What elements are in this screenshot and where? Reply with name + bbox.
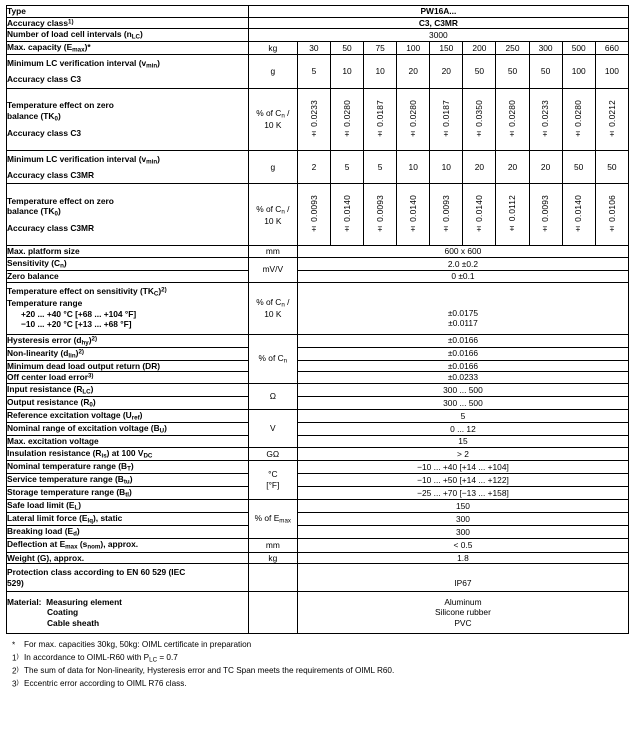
load-cell-specification-table	[6, 5, 629, 634]
row-value-lateral-limit-force: 300	[297, 513, 628, 526]
tk0-c3mr-value: ± 0.0140	[463, 184, 496, 246]
table-row-nominal-temperature	[7, 460, 629, 473]
row-unit-ohm: Ω	[248, 383, 297, 409]
tk0-c3mr-value: ± 0.0140	[562, 184, 595, 246]
material-line2: Coating	[47, 607, 79, 618]
row-label-off-center-load	[7, 372, 249, 384]
row-value-weight: 1.8	[297, 552, 628, 564]
table-row-vmin-c3	[7, 55, 629, 89]
row-label-sensitivity: Sensitivity $(C_n)$	[7, 257, 249, 270]
vmin-c3-value: 20	[430, 55, 463, 89]
protection-line2: 529)	[7, 577, 24, 588]
capacity-value: 250	[496, 42, 529, 55]
tk0-c3mr-value: ± 0.0106	[595, 184, 628, 246]
vmin-c3mr-value: 5	[364, 150, 397, 184]
footnote-item	[12, 665, 629, 678]
table-row-tk0-c3mr	[7, 184, 629, 246]
table-row-off-center-load	[7, 372, 629, 384]
label-text: Accuracy class	[7, 17, 68, 28]
vmin-c3mr-value: 20	[496, 150, 529, 184]
row-value-nominal-excitation: 0 ... 12	[297, 423, 628, 436]
row-label-lateral-limit-force: Lateral limit force $(E_{lq})$, static	[7, 513, 249, 526]
tkc-line2: Temperature range	[7, 298, 83, 309]
footnote-item	[12, 639, 629, 652]
footnotes-section	[6, 639, 629, 691]
tk0-c3-value: ± 0.0280	[397, 88, 430, 150]
vmin-c3-value: 10	[364, 55, 397, 89]
row-label-hysteresis: Hysteresis error $(d_{hy})^{2)}$	[7, 334, 249, 347]
tk0-c3mr-value: ± 0.0093	[529, 184, 562, 246]
material-value-3: PVC	[454, 617, 472, 628]
table-row-nonlinearity	[7, 347, 629, 360]
vmin-c3mr-value: 2	[297, 150, 330, 184]
row-value-nonlinearity: ±0.0166	[297, 347, 628, 360]
row-label-deflection: Deflection at $E_{max}$ $(s_{nom})$, approx.	[7, 539, 249, 552]
row-unit-platform-size: mm	[248, 246, 297, 258]
table-row-weight	[7, 552, 629, 564]
row-unit-material	[248, 592, 297, 634]
table-row-storage-temperature	[7, 487, 629, 500]
row-label-reference-excitation: Reference excitation voltage $(U_{ref})$	[7, 409, 249, 422]
vmin-c3-value: 100	[562, 55, 595, 89]
footnote-marker: 1)	[12, 653, 19, 663]
row-unit-volt: V	[248, 409, 297, 447]
row-unit-tkc: % of $C_n$ / 10 K	[248, 282, 297, 334]
row-label-accuracy-class	[7, 17, 249, 29]
row-unit-vmin-c3: g	[248, 55, 297, 89]
table-row-type	[7, 6, 629, 18]
row-value-accuracy-class: C3, C3MR	[248, 17, 628, 29]
row-unit-deflection: mm	[248, 539, 297, 552]
tk0-c3-value: ± 0.0187	[430, 88, 463, 150]
capacity-value: 50	[330, 42, 363, 55]
material-value-2: Silicone rubber	[435, 607, 491, 618]
unit-celsius: °C	[268, 469, 278, 480]
tk0-c3-value: ± 0.0350	[463, 88, 496, 150]
tk0-c3mr-value: ± 0.0140	[330, 184, 363, 246]
row-value-platform-size: 600 x 600	[297, 246, 628, 258]
tk0-c3mr-value: ± 0.0093	[364, 184, 397, 246]
table-row-insulation-resistance	[7, 447, 629, 460]
tk0-c3-value: ± 0.0212	[595, 88, 628, 150]
row-label-protection-class	[7, 564, 249, 592]
table-row-tk0-c3	[7, 88, 629, 150]
unit-line2: 10 K	[264, 308, 282, 319]
tk0-c3-value: ± 0.0280	[496, 88, 529, 150]
row-label-vmin-c3: Minimum LC verification interval $(v_{min})$ Accuracy class C3	[7, 55, 249, 89]
row-label-input-resistance: Input resistance $(R_{LC})$	[7, 383, 249, 396]
row-label-storage-temperature: Storage temperature range $(B_{tl})$	[7, 487, 249, 500]
row-label-max-capacity: Max. capacity $(E_{max})*$	[7, 42, 249, 55]
row-value-deflection: < 0.5	[297, 539, 628, 552]
tk0-c3mr-value: ± 0.0093	[430, 184, 463, 246]
footnote-text: For max. capacities 30kg, 50kg: OIML certificate in preparation	[24, 640, 252, 650]
row-label-tk0-c3mr: Temperature effect on zero balance $(TK_0)$ Accuracy class C3MR	[7, 184, 249, 246]
table-row-zero-balance	[7, 271, 629, 283]
row-label-nonlinearity: Non-linearity $(d_{lin})^{2)}$	[7, 347, 249, 360]
table-row-protection-class	[7, 564, 629, 592]
table-row-load-cell-intervals	[7, 29, 629, 42]
row-value-hysteresis: ±0.0166	[297, 334, 628, 347]
row-value-off-center-load: ±0.0233	[297, 372, 628, 384]
capacity-value: 150	[430, 42, 463, 55]
row-value-dead-load-return: ±0.0166	[297, 360, 628, 372]
footnote-marker: 2)	[12, 666, 19, 676]
footnote-marker: *	[12, 640, 16, 650]
table-row-safe-load-limit	[7, 500, 629, 513]
vmin-c3-value: 100	[595, 55, 628, 89]
row-value-tkc	[297, 282, 628, 334]
row-unit-tk0-c3: % of $C_n$ / 10 K	[248, 88, 297, 150]
row-label-safe-load-limit: Safe load limit $(E_L)$	[7, 500, 249, 513]
row-value-safe-load-limit: 150	[297, 500, 628, 513]
tkc-line4: −10 ... +20 °C [+13 ... +68 °F]	[21, 319, 132, 330]
footnote-marker: 3)	[12, 679, 19, 689]
table-row-output-resistance	[7, 396, 629, 409]
footnote-ref-2: 2)	[161, 286, 167, 294]
vmin-c3-value: 20	[397, 55, 430, 89]
row-label-vmin-c3mr: Minimum LC verification interval $(v_{min})$ Accuracy class C3MR	[7, 150, 249, 184]
row-value-protection-class: IP67	[297, 564, 628, 592]
vmin-c3-value: 5	[297, 55, 330, 89]
table-row-tkc	[7, 282, 629, 334]
row-label-service-temperature: Service temperature range $(B_{tu})$	[7, 473, 249, 486]
footnote-item	[12, 678, 629, 691]
table-row-platform-size	[7, 246, 629, 258]
table-row-vmin-c3mr	[7, 150, 629, 184]
material-line1: Measuring element	[46, 596, 122, 607]
tkc-line3: +20 ... +40 °C [+68 ... +104 °F]	[21, 308, 137, 319]
capacity-value: 30	[297, 42, 330, 55]
row-value-breaking-load: 300	[297, 526, 628, 539]
row-unit-pct-cn: % of $C_n$	[248, 334, 297, 383]
table-row-lateral-limit-force	[7, 513, 629, 526]
tkc-value-2: ±0.0117	[448, 318, 478, 329]
footnote-text: Eccentric error according to OIML R76 class.	[24, 679, 187, 689]
footnote-ref-2: 2)	[78, 348, 84, 356]
unit-fahrenheit: [°F]	[266, 479, 280, 490]
row-label-insulation-resistance: Insulation resistance $(R_{is})$ at 100 $V_{DC}$	[7, 447, 249, 460]
tkc-value-1: ±0.0175	[447, 307, 479, 318]
row-label-tkc: Temperature effect on sensitivity $(TK_C)^{2)}$ Temperature range +20 ... +40 °C [+68 ... +104 °F] −10 ... +20 °C [+13 ... +68 °F]	[7, 282, 249, 334]
footnote-ref-1: 1)	[68, 17, 74, 25]
row-unit-tk0-c3mr: % of $C_n$ / 10 K	[248, 184, 297, 246]
tk0-c3mr-value: ± 0.0140	[397, 184, 430, 246]
row-label-max-excitation: Max. excitation voltage	[7, 436, 249, 448]
label-text: Off center load error	[7, 372, 88, 383]
footnote-ref-3: 3)	[87, 372, 94, 380]
material-label: Material:	[7, 596, 42, 607]
row-label-breaking-load: Breaking load $(E_d)$	[7, 526, 249, 539]
tk0-c3-value: ± 0.0233	[529, 88, 562, 150]
table-row-dead-load-return	[7, 360, 629, 372]
footnote-text: The sum of data for Non-linearity, Hysteresis error and TC Span meets the requirements of OIML R60.	[24, 666, 395, 676]
footnote-ref-2: 2)	[91, 334, 98, 342]
table-row-material	[7, 592, 629, 634]
table-row-sensitivity	[7, 257, 629, 270]
row-value-sensitivity: 2.0 ±0.2	[297, 257, 628, 270]
row-label-nominal-temperature: Nominal temperature range $(B_T)$	[7, 460, 249, 473]
row-label-tk0-c3: Temperature effect on zero balance $(TK_0)$ Accuracy class C3	[7, 88, 249, 150]
row-label-material	[7, 592, 249, 634]
tk0-c3-value: ± 0.0187	[364, 88, 397, 150]
capacity-value: 660	[595, 42, 628, 55]
row-value-service-temperature: −10 ... +50 [+14 ... +122]	[297, 473, 628, 486]
vmin-c3mr-value: 5	[330, 150, 363, 184]
vmin-c3mr-value: 10	[397, 150, 430, 184]
table-row-service-temperature	[7, 473, 629, 486]
row-value-output-resistance: 300 ... 500	[297, 396, 628, 409]
row-value-type: PW16A...	[248, 6, 628, 18]
material-value-1: Aluminum	[444, 596, 482, 607]
protection-line1: Protection class according to EN 60 529 (IEC	[7, 567, 186, 578]
row-value-input-resistance: 300 ... 500	[297, 383, 628, 396]
tk0-c3-value: ± 0.0280	[330, 88, 363, 150]
table-row-hysteresis	[7, 334, 629, 347]
material-line3: Cable sheath	[47, 617, 100, 628]
table-row-input-resistance	[7, 383, 629, 396]
row-value-insulation-resistance: > 2	[297, 447, 628, 460]
vmin-c3mr-value: 50	[595, 150, 628, 184]
table-row-breaking-load	[7, 526, 629, 539]
vmin-c3mr-value: 20	[463, 150, 496, 184]
vmin-c3-value: 10	[330, 55, 363, 89]
footnote-item	[12, 652, 629, 665]
table-row-max-capacity	[7, 42, 629, 55]
tk0-c3mr-value: ± 0.0112	[496, 184, 529, 246]
vmin-c3-value: 50	[463, 55, 496, 89]
vmin-c3mr-value: 20	[529, 150, 562, 184]
capacity-value: 100	[397, 42, 430, 55]
capacity-value: 500	[562, 42, 595, 55]
row-unit-pct-emax: % of $E_{max}$	[248, 500, 297, 539]
tk0-c3-value: ± 0.0233	[297, 88, 330, 150]
row-unit-mvv: mV/V	[248, 257, 297, 282]
row-value-max-excitation: 15	[297, 436, 628, 448]
vmin-c3-value: 50	[529, 55, 562, 89]
row-label-load-cell-intervals: Number of load cell intervals $(n_{LC})$	[7, 29, 249, 42]
capacity-value: 200	[463, 42, 496, 55]
vmin-c3mr-value: 50	[562, 150, 595, 184]
unit-line2: 10 K	[264, 120, 282, 131]
row-label-platform-size: Max. platform size	[7, 246, 249, 258]
row-unit-max-capacity: kg	[248, 42, 297, 55]
tk0-c3-value: ± 0.0280	[562, 88, 595, 150]
table-row-max-excitation	[7, 436, 629, 448]
row-value-zero-balance: 0 ±0.1	[297, 271, 628, 283]
row-label-dead-load-return: Minimum dead load output return (DR)	[7, 360, 249, 372]
footnote-text: In accordance to OIML-R60 with $P_{LC} = 0.7$	[24, 653, 178, 664]
row-label-output-resistance: Output resistance $(R_0)$	[7, 396, 249, 409]
row-value-material	[297, 592, 628, 634]
table-row-reference-excitation	[7, 409, 629, 422]
row-value-reference-excitation: 5	[297, 409, 628, 422]
table-row-deflection	[7, 539, 629, 552]
row-unit-vmin-c3mr: g	[248, 150, 297, 184]
row-value-storage-temperature: −25 ... +70 [−13 ... +158]	[297, 487, 628, 500]
table-row-nominal-excitation	[7, 423, 629, 436]
row-label-nominal-excitation: Nominal range of excitation voltage $(B_U)$	[7, 423, 249, 436]
row-unit-protection-class	[248, 564, 297, 592]
unit-line2: 10 K	[264, 215, 282, 226]
row-value-nominal-temperature: −10 ... +40 [+14 ... +104]	[297, 460, 628, 473]
row-unit-temperature	[248, 460, 297, 499]
tk0-c3mr-value: ± 0.0093	[297, 184, 330, 246]
row-label-weight: Weight (G), approx.	[7, 552, 249, 564]
vmin-c3-value: 50	[496, 55, 529, 89]
row-unit-weight: kg	[248, 552, 297, 564]
capacity-value: 300	[529, 42, 562, 55]
table-row-accuracy-class	[7, 17, 629, 29]
row-unit-gigaohm: GΩ	[248, 447, 297, 460]
vmin-c3mr-value: 10	[430, 150, 463, 184]
row-label-type: Type	[7, 6, 249, 18]
capacity-value: 75	[364, 42, 397, 55]
row-value-load-cell-intervals: 3000	[248, 29, 628, 42]
row-label-zero-balance: Zero balance	[7, 271, 249, 283]
